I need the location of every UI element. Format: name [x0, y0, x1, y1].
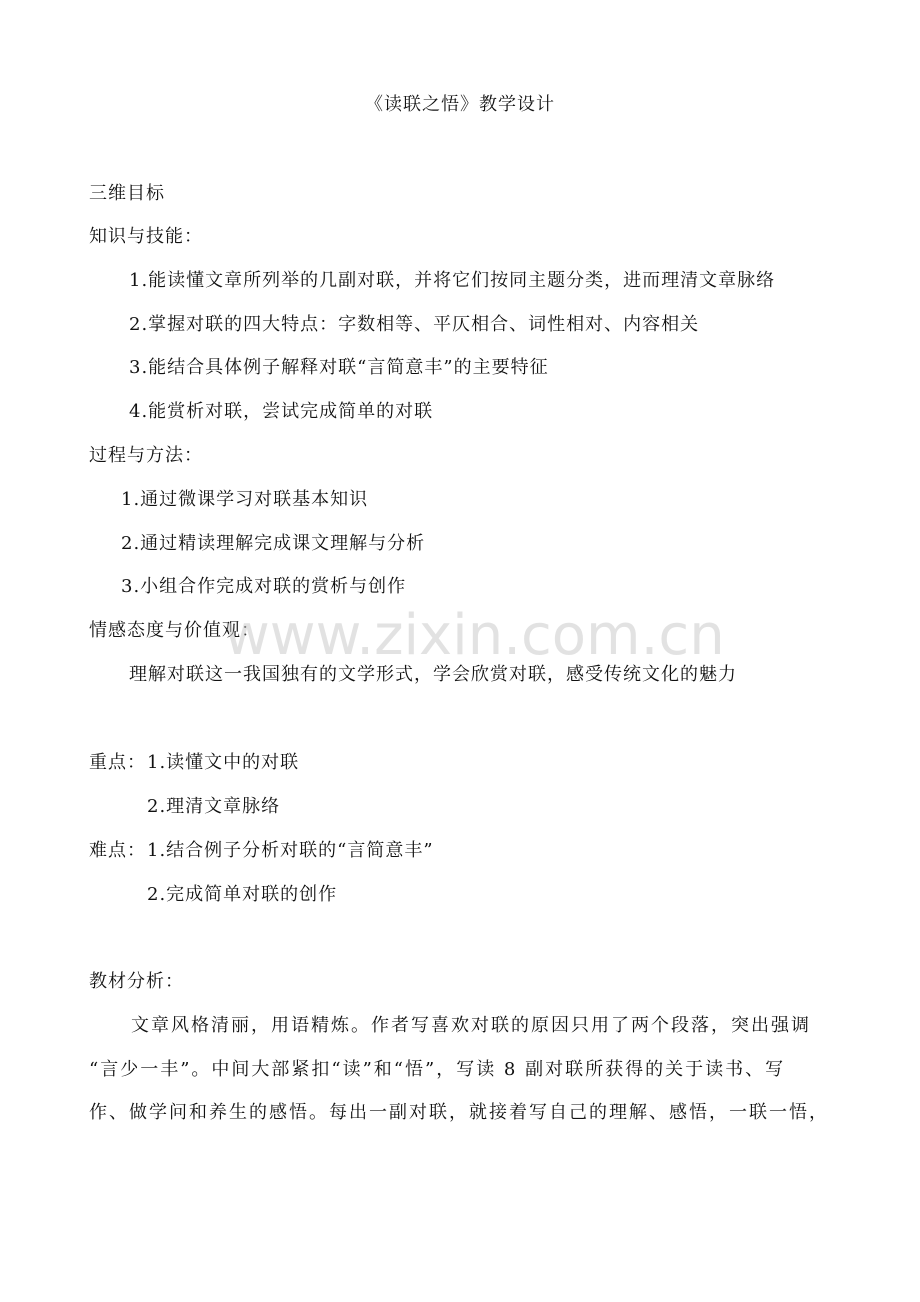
process-method-heading: 过程与方法：: [89, 445, 203, 466]
knowledge-item-2: 2.掌握对联的四大特点：字数相等、平仄相合、词性相对、内容相关: [129, 314, 700, 335]
analysis-heading: 教材分析：: [89, 971, 184, 992]
key-points-label: 重点：: [89, 752, 146, 773]
key-point-2: 2.理清文章脉络: [147, 796, 281, 817]
analysis-line-1: 文章风格清丽，用语精炼。作者写喜欢对联的原因只用了两个段落，突出强调: [131, 1015, 811, 1036]
analysis-line-3: 作、做学问和养生的感悟。每出一副对联，就接着写自己的理解、感悟，一联一悟，: [89, 1102, 829, 1123]
knowledge-item-1: 1.能读懂文章所列举的几副对联，并将它们按同主题分类，进而理清文章脉络: [129, 270, 776, 291]
knowledge-skills-heading: 知识与技能：: [89, 226, 203, 247]
emotion-values-text: 理解对联这一我国独有的文学形式，学会欣赏对联，感受传统文化的魅力: [129, 664, 737, 685]
process-item-3: 3.小组合作完成对联的赏析与创作: [121, 576, 407, 597]
difficult-point-1: 1.结合例子分析对联的“言简意丰”: [147, 840, 434, 861]
process-item-2: 2.通过精读理解完成课文理解与分析: [121, 533, 426, 554]
difficult-point-2: 2.完成简单对联的创作: [147, 884, 338, 905]
objectives-heading: 三维目标: [89, 183, 165, 204]
analysis-line-2: “言少一丰”。中间大部紧扣“读”和“悟”，写读 8 副对联所获得的关于读书、写: [89, 1059, 786, 1080]
difficult-points-label: 难点：: [89, 840, 146, 861]
process-item-1: 1.通过微课学习对联基本知识: [121, 489, 369, 510]
knowledge-item-4: 4.能赏析对联，尝试完成简单的对联: [129, 401, 434, 422]
emotion-values-heading: 情感态度与价值观：: [89, 620, 260, 641]
document-title: 《读联之悟》教学设计: [365, 94, 555, 115]
key-point-1: 1.读懂文中的对联: [147, 752, 300, 773]
knowledge-item-3: 3.能结合具体例子解释对联“言简意丰”的主要特征: [129, 357, 549, 378]
watermark: www.zixin.com.cn: [224, 603, 725, 668]
